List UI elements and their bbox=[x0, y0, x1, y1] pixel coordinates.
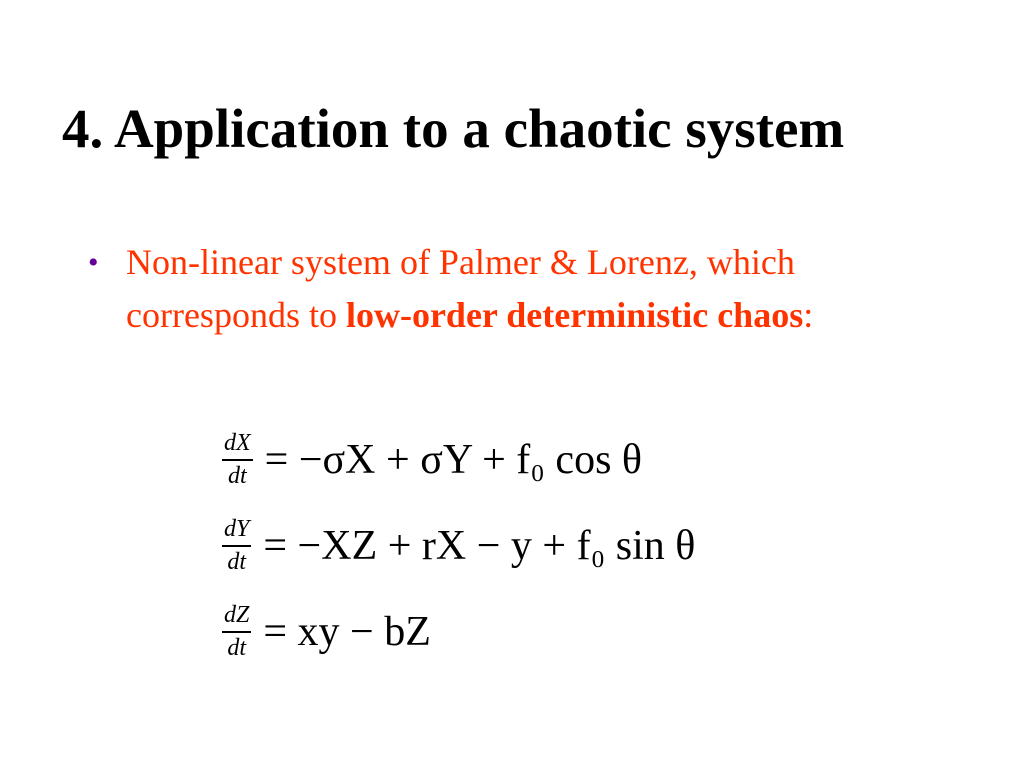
derivative-dx-dt bbox=[222, 430, 253, 490]
fraction-numerator: dZ bbox=[222, 602, 251, 633]
derivative-dy-dt bbox=[222, 516, 251, 576]
fraction-numerator: dX bbox=[222, 430, 253, 461]
fraction-numerator: dY bbox=[222, 516, 251, 547]
slide-title: 4. Application to a chaotic system bbox=[62, 98, 845, 159]
bullet-item bbox=[88, 236, 888, 342]
bullet-text-part-2: : bbox=[803, 295, 814, 335]
bullet-bold-text: low-order deterministic chaos bbox=[345, 295, 804, 335]
fraction-denominator: dt bbox=[228, 463, 247, 489]
equation-rhs: = −XZ + rX − y + f₀ sin θ bbox=[263, 523, 696, 569]
equation-rhs: = xy − bZ bbox=[263, 609, 431, 655]
equation-dx bbox=[222, 430, 642, 490]
bullet-text bbox=[126, 236, 888, 342]
equation-dz bbox=[222, 602, 431, 662]
fraction-denominator: dt bbox=[227, 549, 247, 575]
bullet-text-part-1: Non-linear system of Palmer & Lorenz, which corresponds to bbox=[126, 242, 795, 335]
equation-dy bbox=[222, 516, 695, 576]
equation-rhs: = −σX + σY + f₀ cos θ bbox=[264, 437, 643, 483]
fraction-denominator: dt bbox=[227, 635, 247, 661]
derivative-dz-dt bbox=[222, 602, 251, 662]
bullet-marker: • bbox=[88, 246, 99, 279]
